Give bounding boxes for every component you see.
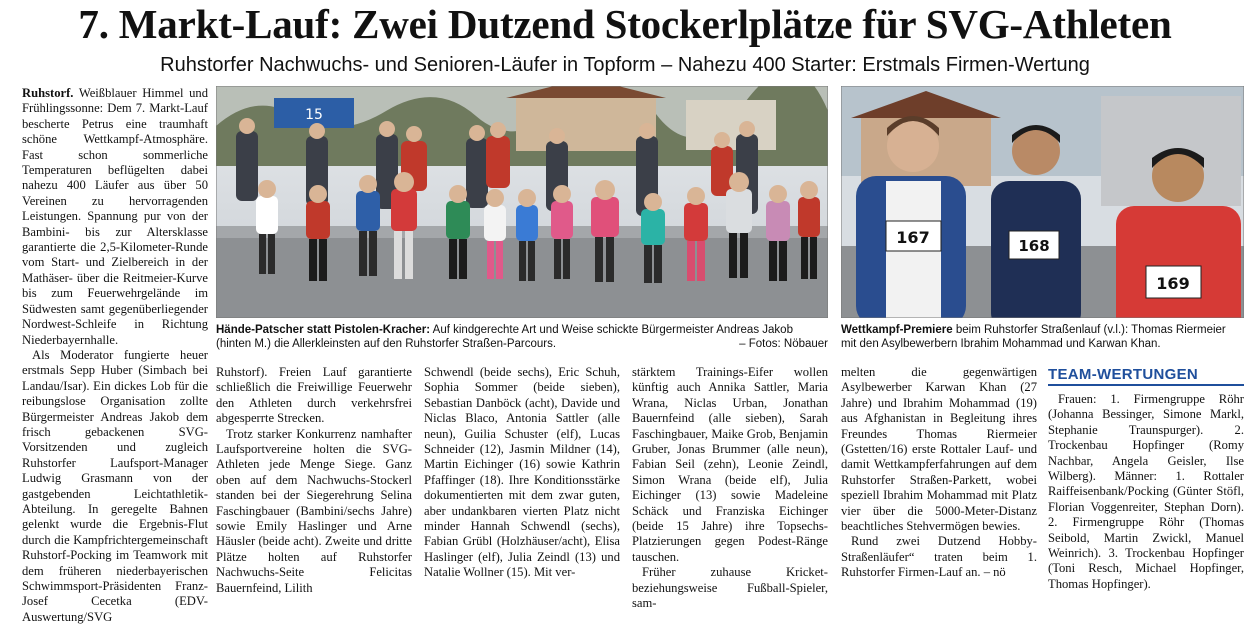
article-column-5 (841, 365, 1037, 581)
article-column-2 (216, 365, 412, 596)
photo-kids-start-image (216, 86, 828, 318)
paragraph: Trotz starker Konkurrenz namhafter Laufsportvereine holten die SVG-Athleten jede Menge Siege. Ganz oben auf dem Nachwuchs-Stockerl standen bei der Siegerehrung Selina Faschingbauer (Bambini/sechs Jahre) sowie Emily Haslinger und Arne Häusler (beide acht). Zweite und dritte Plätze holten auf Ruhstorfer Nachwuchs-Seite Felicitas Bauernfeind, Lilith (216, 426, 412, 595)
photo-runners-image (841, 86, 1244, 318)
paragraph: Rund zwei Dutzend Hobby-Straßenläufer“ traten beim 1. Ruhstorfer Firmen-Lauf an. – nö (841, 534, 1037, 580)
photo-kids-caption (216, 323, 828, 351)
dateline: Ruhstorf. (22, 86, 74, 100)
team-results-box (1048, 392, 1244, 592)
article-column-3 (424, 365, 620, 581)
article-column-1 (22, 86, 208, 625)
team-results-text: Frauen: 1. Firmengruppe Röhr (Johanna Bessinger, Simone Markl, Stephanie Traunspurger). 2. Trockenbau Hopfinger (Romy Nachbar, Angela Geisler, Ilse Wilberg). Männer: 1. Rottaler Raiffeisenbank/Pocking (Günter Stöfl, Florian Voggenreiter, Stephan Dorn). 2. Firmengruppe Röhr (Thomas Seibold, Martin Zwickl, Manuel Weinrich). 3. Trockenbau Hopfinger (Toni Resch, Michael Hopfinger, Thomas Hopfinger). (1048, 392, 1244, 591)
paragraph: Ruhstorf). Freien Lauf garantierte schließlich die Freiwillige Feuerwehr den Athleten durch verkehrsfrei abgesperrte Strecken. (216, 365, 412, 426)
caption-lead: Wettkampf-Premiere (841, 324, 953, 336)
bib-168: 168 (1018, 237, 1050, 255)
photo-runners-caption (841, 323, 1244, 351)
subheadline: Ruhstorfer Nachwuchs- und Senioren-Läufer in Topform – Nahezu 400 Starter: Erstmals Firmen-Wertung (160, 54, 1090, 76)
caption-lead: Hände-Patscher statt Pistolen-Kracher: (216, 324, 431, 336)
article-column-4 (632, 365, 828, 612)
bib-169: 169 (1156, 274, 1190, 293)
photo-kids-start (216, 86, 828, 318)
photo-runners (841, 86, 1244, 318)
paragraph: Schwendl (beide sechs), Eric Schuh, Sophia Sommer (beide sieben), Sebastian Danböck (acht), Davide und Niclas Blaco, Antonia Sattler (alle neun), Guilia Schuster (elf), Lucas Schneider (12), Jasmin Mildner (14), Martin Eichinger (16) sowie Kathrin Pfaffinger (18). Ihre Konditionsstärke dokumentierten mit dem zwar guten, aber undankbaren vierten Platz nicht minder Hannah Schwendl (sechs), Fabian Grübl (Holzhäuser/acht), Elisa Haslinger (elf), Julia Zeindl (13) und Natalie Wollner (15). Mit ver- (424, 365, 620, 580)
paragraph: stärktem Trainings-Eifer wollen künftig auch Annika Sattler, Maria Wrana, Niclas Urban, Jonathan Bauernfeind (alle sieben), Sarah Faschingbauer, Maike Grob, Benjamin Gruber, Jonas Brummer (alle neun), Fabian Seil (zehn), Leonie Zeindl, Simon Wrana (beide elf), Julia Eichinger (13) sowie Madeleine Schäck und Franziska Eichinger (beide 15 Jahre) ihre Topsechs-Platzierungen gegen Podest-Ränge tauschen. (632, 365, 828, 564)
photo-credit: – Fotos: Nöbauer (739, 338, 828, 350)
sign-number: 15 (305, 107, 323, 123)
paragraph: Als Moderator fungierte heuer erstmals Sepp Huber (Simbach bei Landau/Isar). Ein dickes Lob für die reibungslose Organisation zollte Bürgermeister Andreas Jakob dem frisch gebackenen SVG-Vorsitzenden und zugleich Ruhstorfer Laufsport-Manager Ludwig Grasmann von der gastgebenden Leichtathletik-Abteilung. In geregelte Bahnen gelenkt wurde die Ergebnis-Flut durch die Kampfrichtergemeinschaft Ruhstorf-Pocking im Teamwork mit dem früheren niederbayerischen Schwimmsport-Präsidenten Franz-Josef Cecetka (EDV-Auswertung/SVG (22, 347, 208, 624)
paragraph: melten die gegenwärtigen Asylbewerber Karwan Khan (27 Jahre) und Ibrahim Mohammad (19) aus Afghanistan in Begleitung ihres Freundes Thomas Riermeier (Gstetten/16) erste Rottaler Lauf- und damit Wettkampferfahrungen auf dem Ruhstorfer Straßen-Parkett, wobei speziell Ibrahim Mohammad mit Platz vier über die 5000-Meter-Distanz beachtliches Stehvermögen bewies. (841, 365, 1037, 534)
team-results-rule (1048, 384, 1244, 386)
caption-text: Auf kindgerechte Art und Weise schickte Bürgermeister Andreas Jakob (hinten M.) die Allerkleinsten auf den Ruhstorfer Straßen-Parcours. (216, 324, 793, 350)
caption-text: beim Ruhstorfer Straßenlauf (v.l.): Thomas Riermeier mit den Asylbewerbern Ibrahim Mohammad und Karwan Khan. (841, 324, 1226, 350)
bib-167: 167 (896, 228, 930, 247)
paragraph: Weißblauer Himmel und Frühlingssonne: Dem 7. Markt-Lauf bescherte Petrus eine traumhaft schöne Wettkampf-Atmosphäre. Fast schon sommerliche Temperaturen beflügelten dabei nahezu 400 Läufer aus über 50 Vereinen zu hervorragenden Leistungen. Spannung pur von der Bambini- bis zur Altersklasse garantierte die 2,5-Kilometer-Runde vom Start- und Zielbereich in der Mathäser- über die Reitmeier-Kurve bis zum Feuerwehrgelände im Südwesten samt gegenüberliegender Nordwest-Schleife in Richtung Niederbayernhalle. (22, 86, 208, 347)
paragraph: Früher zuhause Kricket- beziehungsweise Fußball-Spieler, sam- (632, 565, 828, 611)
headline: 7. Markt-Lauf: Zwei Dutzend Stockerlplätze für SVG-Athleten (78, 1, 1172, 47)
team-results-heading: TEAM-WERTUNGEN (1048, 366, 1199, 383)
